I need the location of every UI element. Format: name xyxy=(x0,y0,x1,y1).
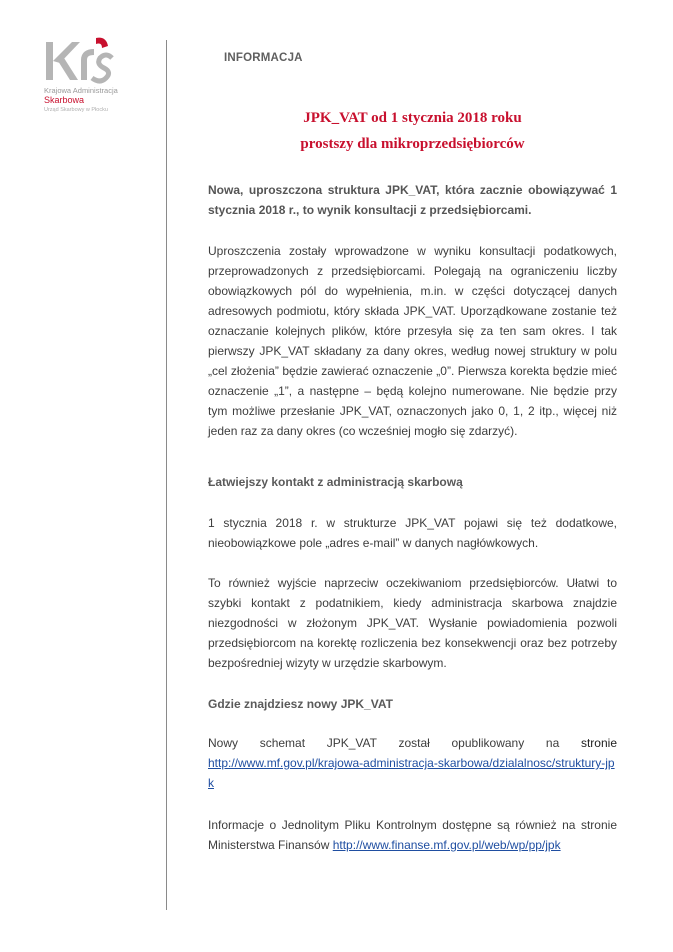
title-line2: prostszy dla mikroprzedsiębiorców xyxy=(300,136,525,152)
section-label: INFORMACJA xyxy=(224,52,303,64)
logo-text-line1: Krajowa Administracja xyxy=(44,86,118,95)
paragraph-3-text: To również wyjście naprzeciw oczekiwaniom przedsiębiorców. Ułatwi to szybki kontakt z podatnikiem, kiedy administracja skarbowa znajdzie niezgodności w złożonym JPK_VAT. Wysłanie powiadomienia pozwoli przedsiębiorcom na korektę rozliczenia bez konsekwencji oraz bez potrzeby bezpośredniej wizyty w urzędzie skarbowym. xyxy=(208,576,617,670)
paragraph-2 xyxy=(208,513,617,553)
paragraph-4 xyxy=(208,733,617,793)
vertical-divider xyxy=(166,40,167,910)
paragraph-5 xyxy=(208,815,617,855)
logo-text-line3: Urząd Skarbowy w Płocku xyxy=(44,107,108,113)
lead-text: Nowa, uproszczona struktura JPK_VAT, która zacznie obowiązywać 1 stycznia 2018 r., to wynik konsultacji z przedsiębiorcami. xyxy=(208,183,617,217)
heading-2-text: Gdzie znajdziesz nowy JPK_VAT xyxy=(208,697,393,711)
kas-logo-mark xyxy=(44,36,116,84)
heading-1 xyxy=(208,472,617,492)
paragraph-1-text: Uproszczenia zostały wprowadzone w wyniku konsultacji podatkowych, przeprowadzonych z przedsiębiorcami. Polegają na ograniczeniu liczby obowiązkowych pól do wypełnienia, m.in. w części dotyczącej danych adresowych podmiotu, który składa JPK_VAT. Uporządkowane zostanie też oznaczanie kolejnych plików, które przesyła się za ten sam okres. I tak pierwszy JPK_VAT składany za dany okres, według nowej struktury w polu „cel złożenia” będzie zawierać oznaczenie „0”. Pierwsza korekta będzie mieć oznaczenie „1”, a następne – będą kolejno numerowane. Nie będzie przy tym możliwe przesłanie JPK_VAT, oznaczonych jako 0, 1, 2 itp., więcej niż jeden raz za dany okres (co wcześniej mogło się zdarzyć). xyxy=(208,244,617,438)
paragraph-5-text: Informacje o Jednolitym Pliku Kontrolnym dostępne są również na stronie Ministerstwa Finansów xyxy=(208,818,617,852)
paragraph-1 xyxy=(208,241,617,441)
logo-text-line2: Skarbowa xyxy=(44,95,85,105)
heading-2 xyxy=(208,694,617,714)
paragraph-3 xyxy=(208,573,617,673)
heading-1-text: Łatwiejszy kontakt z administracją skarbową xyxy=(208,475,463,489)
mf-jpk-link[interactable]: http://www.finanse.mf.gov.pl/web/wp/pp/jpk xyxy=(332,838,561,852)
kas-logo xyxy=(24,28,144,120)
jpk-structure-link[interactable]: http://www.mf.gov.pl/krajowa-administracja-skarbowa/dzialalnosc/struktury-jpk xyxy=(208,756,615,790)
paragraph-4-word: stronie xyxy=(580,736,617,750)
title-line1: JPK_VAT od 1 stycznia 2018 roku xyxy=(303,110,522,126)
paragraph-4-text: Nowy schemat JPK_VAT został opublikowany na xyxy=(208,736,560,750)
lead-paragraph xyxy=(208,180,617,220)
paragraph-2-text: 1 stycznia 2018 r. w strukturze JPK_VAT pojawi się też dodatkowe, nieobowiązkowe pole „adres e-mail” w danych nagłówkowych. xyxy=(208,516,617,550)
